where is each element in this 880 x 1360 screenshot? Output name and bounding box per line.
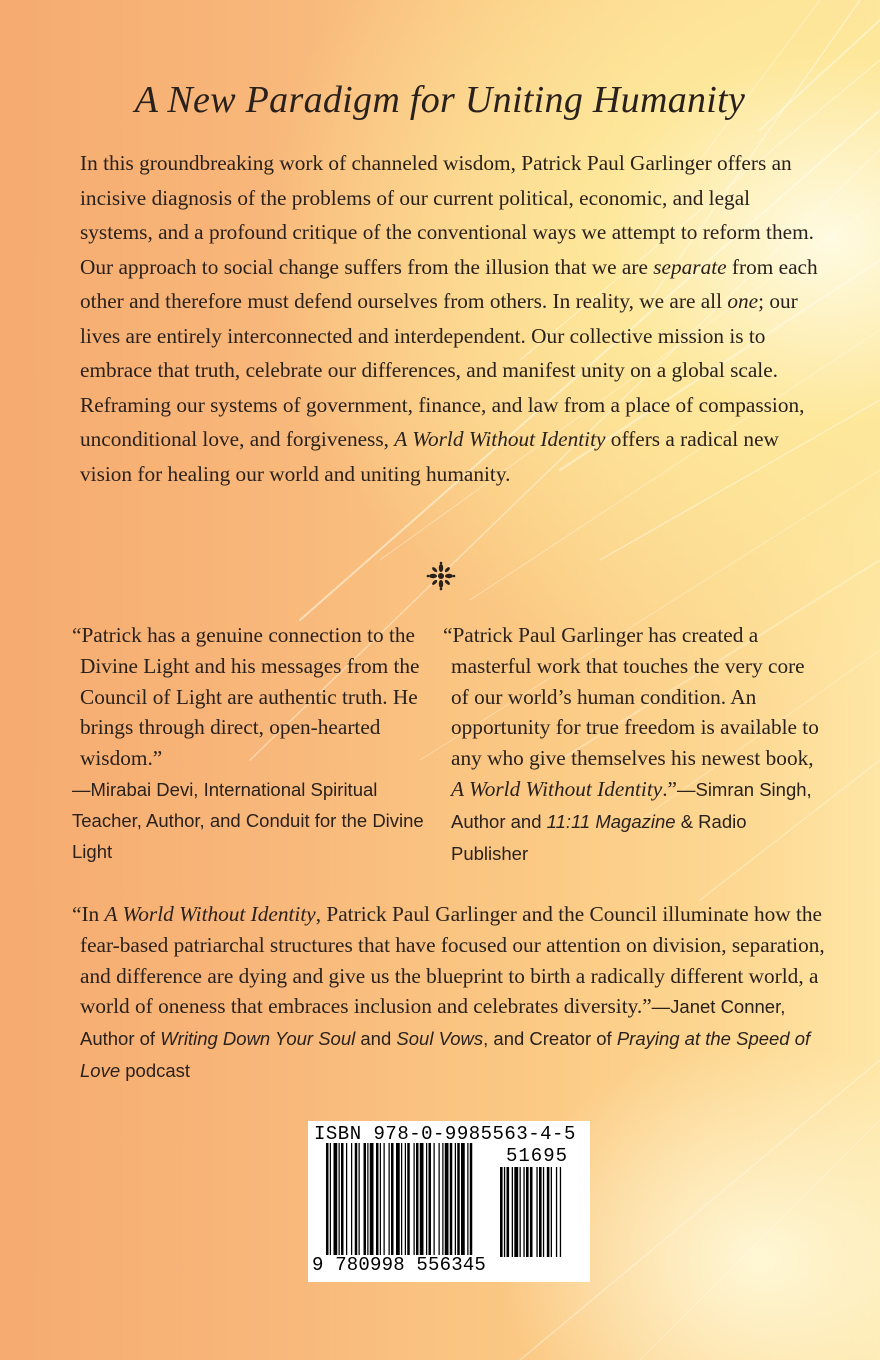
barcode-bar xyxy=(341,1143,344,1255)
book-title: A World Without Identity xyxy=(104,902,316,926)
barcode-addon-bar xyxy=(551,1167,552,1257)
barcode-addon-bar xyxy=(536,1167,537,1257)
isbn-number: ISBN 978-0-9985563-4-5 xyxy=(314,1123,576,1145)
barcode-bar xyxy=(405,1143,406,1255)
testimonial-right-text: “Patrick Paul Garlinger has created a masterful work that touches the very core of our world’s human condition. An opportunity for true freedom is available to any who give themselves his newest book, xyxy=(443,623,819,771)
ean-number: 9 780998 556345 xyxy=(312,1254,487,1276)
barcode-bar xyxy=(407,1143,410,1255)
barcode-bar xyxy=(364,1143,367,1255)
barcode-bar xyxy=(346,1143,347,1255)
barcode-addon-bar xyxy=(539,1167,542,1257)
price-code: 51695 xyxy=(506,1145,569,1167)
barcode-bar xyxy=(470,1143,473,1255)
barcode-addon-bar xyxy=(543,1167,544,1257)
barcode-bar xyxy=(376,1143,379,1255)
barcode-addon-bar xyxy=(514,1167,518,1257)
ornament-flourish-icon xyxy=(426,561,456,591)
barcode-addon-bar xyxy=(500,1167,503,1257)
intro-paragraph: In this groundbreaking work of channeled wisdom, Patrick Paul Garlinger offers an incisive diagnosis of the problems of our current political, economic, and legal systems, and a profound critique of the conventional ways we attempt to reform them. Our approach to social change suffers from the illusion that we are separate from each other and therefore must defend ourselves from others. In reality, we are all one; our lives are entirely interconnected and interdependent. Our collective mission is to embrace that truth, celebrate our differences, and manifest unity on a global scale. Reframing our systems of government, finance, and law from a place of compassion, unconditional love, and forgiveness, A World Without Identity offers a radical new vision for healing our world and uniting humanity. xyxy=(80,151,818,486)
testimonial-left-text: “Patrick has a genuine connection to the Divine Light and his messages from the Council of Light are authentic truth. He brings through direct, open-hearted wisdom.” xyxy=(72,623,420,771)
barcode-addon-bar xyxy=(520,1167,521,1257)
barcode-addon-bar xyxy=(504,1167,505,1257)
barcode-bar xyxy=(461,1143,465,1255)
barcode-bar xyxy=(351,1143,352,1255)
barcode-bar xyxy=(429,1143,432,1255)
testimonial-right: “Patrick Paul Garlinger has created a masterful work that touches the very core of our world’s human condition. An opportunity for true freedom is available to any who give themselves his newest book, A World Without Identity.”—Simran Singh, Author and 11:11 Magazine & Radio Publisher xyxy=(443,623,819,864)
barcode-bar xyxy=(370,1143,374,1255)
barcode-bar xyxy=(391,1143,394,1255)
barcode-bar xyxy=(389,1143,390,1255)
barcode-addon-bar xyxy=(560,1167,561,1257)
barcode-bar xyxy=(401,1143,402,1255)
barcode-bar xyxy=(339,1143,340,1255)
barcode-bar xyxy=(359,1143,360,1255)
cover-heading: A New Paradigm for Uniting Humanity xyxy=(134,79,746,121)
barcode-addon-bar xyxy=(507,1167,510,1257)
barcode-bar xyxy=(367,1143,368,1255)
barcode-bar xyxy=(420,1143,424,1255)
barcode-bar xyxy=(434,1143,435,1255)
testimonial-bottom: “In A World Without Identity, Patrick Paul Garlinger and the Council illuminate how the fear-based patriarchal structures that have focused our attention on division, separation, and difference are dying and give us the blueprint to birth a radically different world, a world of oneness that embraces inclusion and celebrates diversity.”—Janet Conner, Author of Writing Down Your Soul and Soul Vows, and Creator of Praying at the Speed of Love podcast xyxy=(72,902,825,1081)
barcode-bar xyxy=(445,1143,449,1255)
barcode-bar xyxy=(467,1143,468,1255)
book-title: A World Without Identity xyxy=(451,776,663,801)
barcode-bar xyxy=(396,1143,400,1255)
testimonial-bottom-text: , Patrick Paul Garlinger and the Council illuminate how the fear-based patriarchal structures that have focused our attention on division, separation, and difference are dying and give us the blueprint to birth a radically different world, a world of oneness that embraces inclusion and celebrates diversity.” xyxy=(80,902,825,1019)
barcode-bar xyxy=(334,1143,338,1255)
emphasis-separate: separate xyxy=(653,254,727,279)
testimonial-left-attribution: —Mirabai Devi, International Spiritual Teacher, Author, and Conduit for the Divine Light xyxy=(72,778,424,862)
barcode-bar xyxy=(384,1143,385,1255)
barcode-bar xyxy=(439,1143,440,1255)
barcode-addon-bar xyxy=(530,1167,533,1257)
isbn-barcode xyxy=(308,1121,590,1282)
publication-name: 11:11 Magazine xyxy=(546,810,676,832)
barcode-bar xyxy=(414,1143,415,1255)
barcode-bar xyxy=(450,1143,453,1255)
testimonial-left xyxy=(72,620,430,867)
emphasis-one: one xyxy=(727,289,759,313)
testimonial-right-attribution: —Simran Singh, Author and 11:11 Magazine & Radio Publisher xyxy=(451,778,812,864)
barcode-bar xyxy=(426,1143,427,1255)
barcode-bar xyxy=(442,1143,443,1255)
barcode-bar xyxy=(416,1143,419,1255)
barcode-bar xyxy=(330,1143,331,1255)
barcode-bar xyxy=(457,1143,460,1255)
barcode-bar xyxy=(355,1143,358,1255)
barcode-addon-bar xyxy=(512,1167,513,1257)
barcode-addon-bar xyxy=(547,1167,550,1257)
barcode-bar xyxy=(380,1143,381,1255)
barcode-bar xyxy=(455,1143,456,1255)
barcode-addon-bar xyxy=(526,1167,529,1257)
book-title: A World Without Identity xyxy=(394,427,606,451)
testimonial-bottom-attribution: —Janet Conner, Author of Writing Down Your Soul and Soul Vows, and Creator of Praying at the Speed of Love podcast xyxy=(80,996,811,1081)
barcode-addon-bar xyxy=(523,1167,524,1257)
barcode-addon-bar xyxy=(556,1167,557,1257)
barcode-bar xyxy=(326,1143,329,1255)
